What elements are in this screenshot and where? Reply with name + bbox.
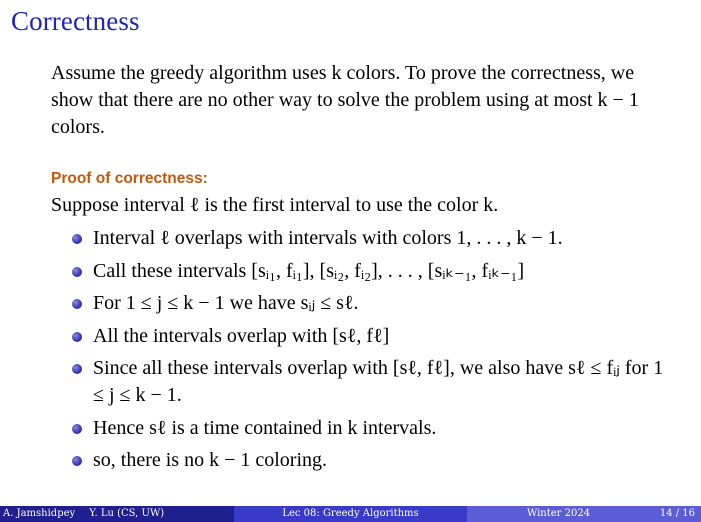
bullet-dot-icon <box>72 267 82 277</box>
bullet-dot-icon <box>72 332 82 342</box>
bullet-item <box>72 290 672 317</box>
bullet-text: so, there is no k − 1 coloring. <box>93 449 328 471</box>
footer-authors-segment <box>0 506 234 522</box>
bullet-dot-icon <box>72 234 82 244</box>
bullet-item <box>72 225 672 252</box>
proof-heading: Proof of correctness: <box>51 170 208 187</box>
bullet-text: Hence sℓ is a time contained in k intervals. <box>93 416 437 439</box>
footer-lecture-segment <box>234 506 467 522</box>
bullet-item <box>72 323 672 350</box>
bullet-text: For 1 ≤ j ≤ k − 1 we have sᵢⱼ ≤ sℓ. <box>93 292 359 314</box>
intro-paragraph: Assume the greedy algorithm uses k colors. To prove the correctness, we show that there are no other way to solve the problem using at most k − 1 colors. <box>51 62 639 138</box>
footer-institution: Y. Lu (CS, UW) <box>89 508 165 519</box>
bullet-text: Call these intervals [sᵢ₁, fᵢ₁], [sᵢ₂, fᵢ₂], . . . , [sᵢₖ₋₁, fᵢₖ₋₁] <box>93 259 525 282</box>
bullet-item <box>72 447 672 474</box>
bullet-text: All the intervals overlap with [sℓ, fℓ] <box>93 324 390 347</box>
bullet-text: Interval ℓ overlaps with intervals with colors 1, . . . , k − 1. <box>93 227 563 249</box>
bullet-text: Since all these intervals overlap with [sℓ, fℓ], we also have sℓ ≤ fᵢⱼ for 1 ≤ j ≤ k − 1. <box>93 357 664 406</box>
slide-title: Correctness <box>11 6 140 36</box>
footer-page-number: 14 / 16 <box>659 508 695 519</box>
footer-authors: A. Jamshidpey <box>3 508 76 519</box>
slide-footer <box>0 506 701 522</box>
bullet-dot-icon <box>72 299 82 309</box>
proof-bullet-list <box>72 225 672 480</box>
proof-lead-sentence: Suppose interval ℓ is the first interval to use the color k. <box>51 194 499 216</box>
bullet-dot-icon <box>72 424 82 434</box>
bullet-item <box>72 258 672 285</box>
footer-date-segment <box>467 506 701 522</box>
footer-lecture: Lec 08: Greedy Algorithms <box>282 508 419 519</box>
bullet-dot-icon <box>72 364 82 374</box>
bullet-item <box>72 355 672 409</box>
bullet-item <box>72 415 672 442</box>
footer-term: Winter 2024 <box>527 508 591 519</box>
bullet-dot-icon <box>72 456 82 466</box>
